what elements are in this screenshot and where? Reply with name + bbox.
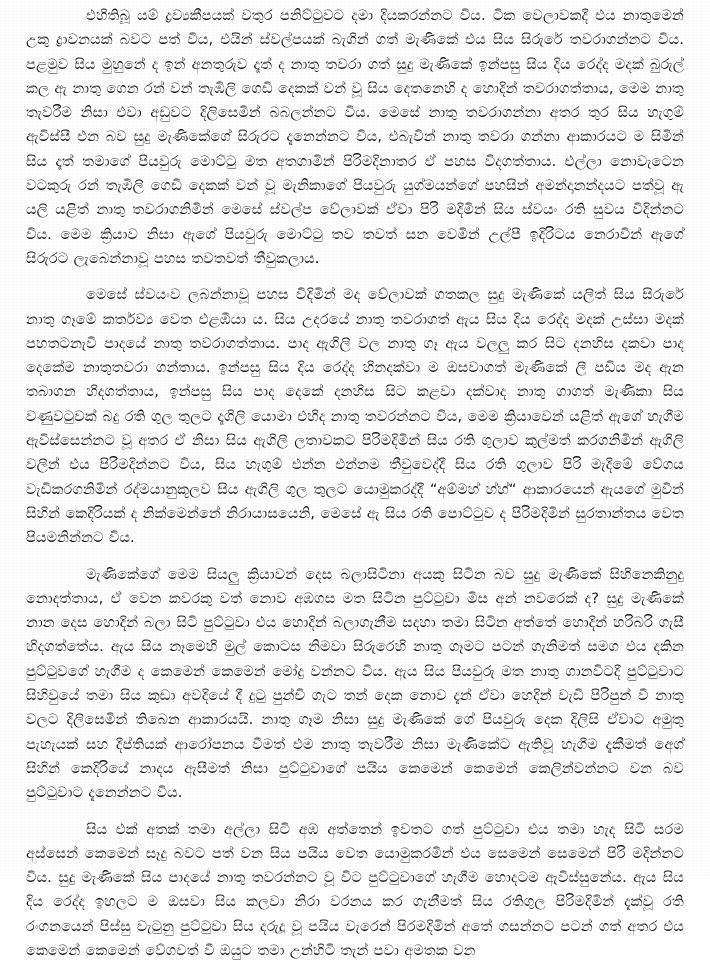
paragraph-4: සිය එක් අතක් තමා අල්ලා සිටි අඹ අත්තෙන් ඉවතට ගත් පුට්ටුවා එය තමා හැද සිටි සරම අස්සෙන් කෙමෙන් සෑදු බවට පත් වන සිය පයිය වෙත යොමුකරමින් එය සෙමෙන් සෙමෙන් පිරි මදින්නට විය. සුදු මැණිකේ සිය පාදයේ නාතු තවරන්නට වූ විට පුට්ටුවාගේ හැගීම හොදටම ඇවිස්සුනේය. ඇය සිය දිය රෙද්ද ඉහලට ම ඔසවා සිය කලවා නිරා වරනය කර ගැනීමත් සිය රතිගුල පිරිමදිමින් දැක්වූ රති රංගනයෙන් පිස්සු වැටුනු පුට්ටුවා සිය දරුදූ වූ පයිය වැරෙන් පිරමදිමින් අතේ ගසන්නට පටන් ගත් අතර එය කෙමෙන් කෙමෙන් වේගවත් වී ඔයුට තමා උන්හිටි තැන් පවා අමතක වන xyxy=(26,818,684,963)
paragraph-1: එහිතිබූ යම් ද්‍රව්‍යකීපයක් වතුර පනිට්ටුවට දමා දියකරන්නට විය. ටික වෙලාවකදී එය නාතුමෙන් උකු ද්‍රාවනයක් බවට පත් විය, එයින් ස්වල්පයක් බැගින් ගත් මැණිකේ එය සිය සිරුරේ තවරාගන්නට විය. පළමුව සිය මුහුනේ ද ඉන් අනතුරුව දෑත් ද නාතු තවරා ගත් සුදු මැණිකේ ඉන්පසු සිය දිය රෙද්ද මදක් බුරුල් කල ඇ නාතු ගෙන රන් වන් තැඹිලි ගෙඩි දෙකක් වන් වූ සිය දෙතනෙහි ද හොදින් තවරාගත්තාය, මෙම නාතු තැවරීම නිසා එවා අඩුවට දිලිසෙමින් බබලන්නට විය. මෙසේ නාතු තවරාගන්නා අතර තුර සිය හැගුම් ඇවිස්සී එන බව සුදු මැණිකේගේ සිරුරට දැනෙන්නට විය, එබැවින් නාතු තවරා ගන්නා ආකාරයට ම සිමින් සිය දෑත් තමාගේ පියවුරු මොට්ටු මත අතගාමින් පිරිමදිනාතර ඒ පහස විදගත්තාය. එල්ලා නොවැටෙන වටකුරු රන් තැඹිලි ගෙඩි දෙකක් වන් වූ මැනිකාගේ පියවුරු යුග්මයන්ගේ පහසින් අමන්දානන්දයට පත්වූ ඇ යලි යළිත් නාතු තවරාගනිමින් මෙසේ ස්වල්ප වේලාවක් ඒවා පිරි මදිමින් සිය ස්වයං රති සුවය විදින්නට විය. මෙම ක්‍රියාව නිසා ඇගේ පියවුරු මොට්ටු තව තවත් සන වෙමින් උල්පී ඉදිරිටය නෙරාවින් ඇගේ සිරුරට ලැබෙන්නාවූ පහස තවතවත් තීවුකලාය. xyxy=(26,4,684,271)
paragraph-2: මෙසේ ස්වයංව ලබන්නාවූ පහස විදිමින් මද වේලාවක් ගතකල සුදු මැණිකේ යලිත් සිය සිරුරේ නාතු ගෑමේ කර්තව්‍ය වෙත එළඹීයා ය. සිය උදරයේ නාතු තවරාගත් ඇය සිය දිය රෙද්ද මදක් උස්සා මදක් පහතටනැවී පාදයේ නාතු තවරාගත්තාය. පාද ඇගිලි වල නාතු ගෑ ඇය වලලු කර සිට දනහිස දකවා පාද දෙකේම නාතුතවරා ගන්තාය. ඉන්පසු සිය දිය රෙද්ද හිනදක්වා ම ඔසවාගත් මැණිකේ ලී පඩිය මද ඇන තබාගන හිදගත්තාය, ඉන්පසු සිය පාද දෙකේ දනහිස සිට කළවා දක්වාද නාතු ගාගත් මැණිකා සිය වණුවටුවක් බදු රති ගුල තුලට දෑගිලි යොමා එහිද නාතු තවරන්නට විය, මෙම ක්‍රියාවෙන් යළිත් ඇගේ හැගීම ඇවිස්සෙන්නට වූ අතර ඒ නිසා සිය ඇගිලි ලතාවකට පිරිමදිමින් සිය රති ගුලාව කුල්මත් කරගනිමින් ඇගිලි වලින් එය පිරිමදින්නට විය, සිය හැගුම් එන්න එන්නම තීවුවෙද්දී සිය රති ගුලාව පිරි මැදීමේ වේගය වැඩිකරගනිමින් රද්මයානුකූලව සිය ඇගිලි ගුල තුලට යොමුකරද්දී “අම්මහ් හ්හ්“ ආකාරයෙන් ඇයගේ මුවින් සිහින් කෙදිරියක් ද නික්මෙන්නේ නිරායාසයෙනි, මෙසේ ඇ සිය රති පොට්ටුව ද පිරිමදිමින් සුරතාන්තය වෙත පියමනින්නට විය. xyxy=(26,283,684,550)
paragraph-3: මැණිකේගේ මෙම සියලු ක්‍රියාවන් දෙස බලාසිටිනා අයකු සිටින බව සුදු මැණිකේ සිහිනෙකිනුදු නොදත්තාය, ඒ වෙන කවරකු වත් නොව අඹගස මත සිටින පුට්ටුවා මිස අන් නවරෙක් ද? සුදු මැණිකේ නාන දෙස හොදින් බලා සිටි පුට්ටුවා එය හොදින් බලාගැනීම සදහා තමා සිටින අත්තේ හොදින් හරිබරි ගැසී හිදගත්තේය. ඇය සිය නෑමෙහි මුල් කොටස නිමවා සිරුරෙහි නාතු ගෑමට පටන් ගැනිමත් සමග එය දකින පුට්ටුවගේ හැගීම ද කෙමෙන් කෙමෙන් මෝදු වන්නට විය. ඇය සිය පියවුරු මත නාතු ගානවිටදී පුට්ටුවාට සිහිවුයේ තමා සිය කුඩා අවදියේ දී දුටු පුන්චි ගැට තන් දෙක නොව දැන් ඒවා හෙදින් වැඩි පිරිපුන් වී නාතු වලට දිලිසෙමින් තිබෙන ආකාරයයි. නාතු ගෑම නිසා සුදු මැණිකේ ගේ පියවුරු දෙක දිලිසි ඒවාට අමුතු පැහැයක් සහ දීප්තියක් ආරෝපනය වීමත් එම නාතු තැවරීම නිසා මැණිකේට ඇතිවූ හැගීම දැකීමත් අෙග් සිහින් කෙදිරියේ නාදය ඇසීමත් නිසා පුට්ටුවාගේ පයිය කෙමෙන් කෙමෙන් කෙලින්වන්නට වන බව පුට්ටුවාට දැනෙන්නට විය. xyxy=(26,563,684,806)
document-body xyxy=(26,4,684,963)
